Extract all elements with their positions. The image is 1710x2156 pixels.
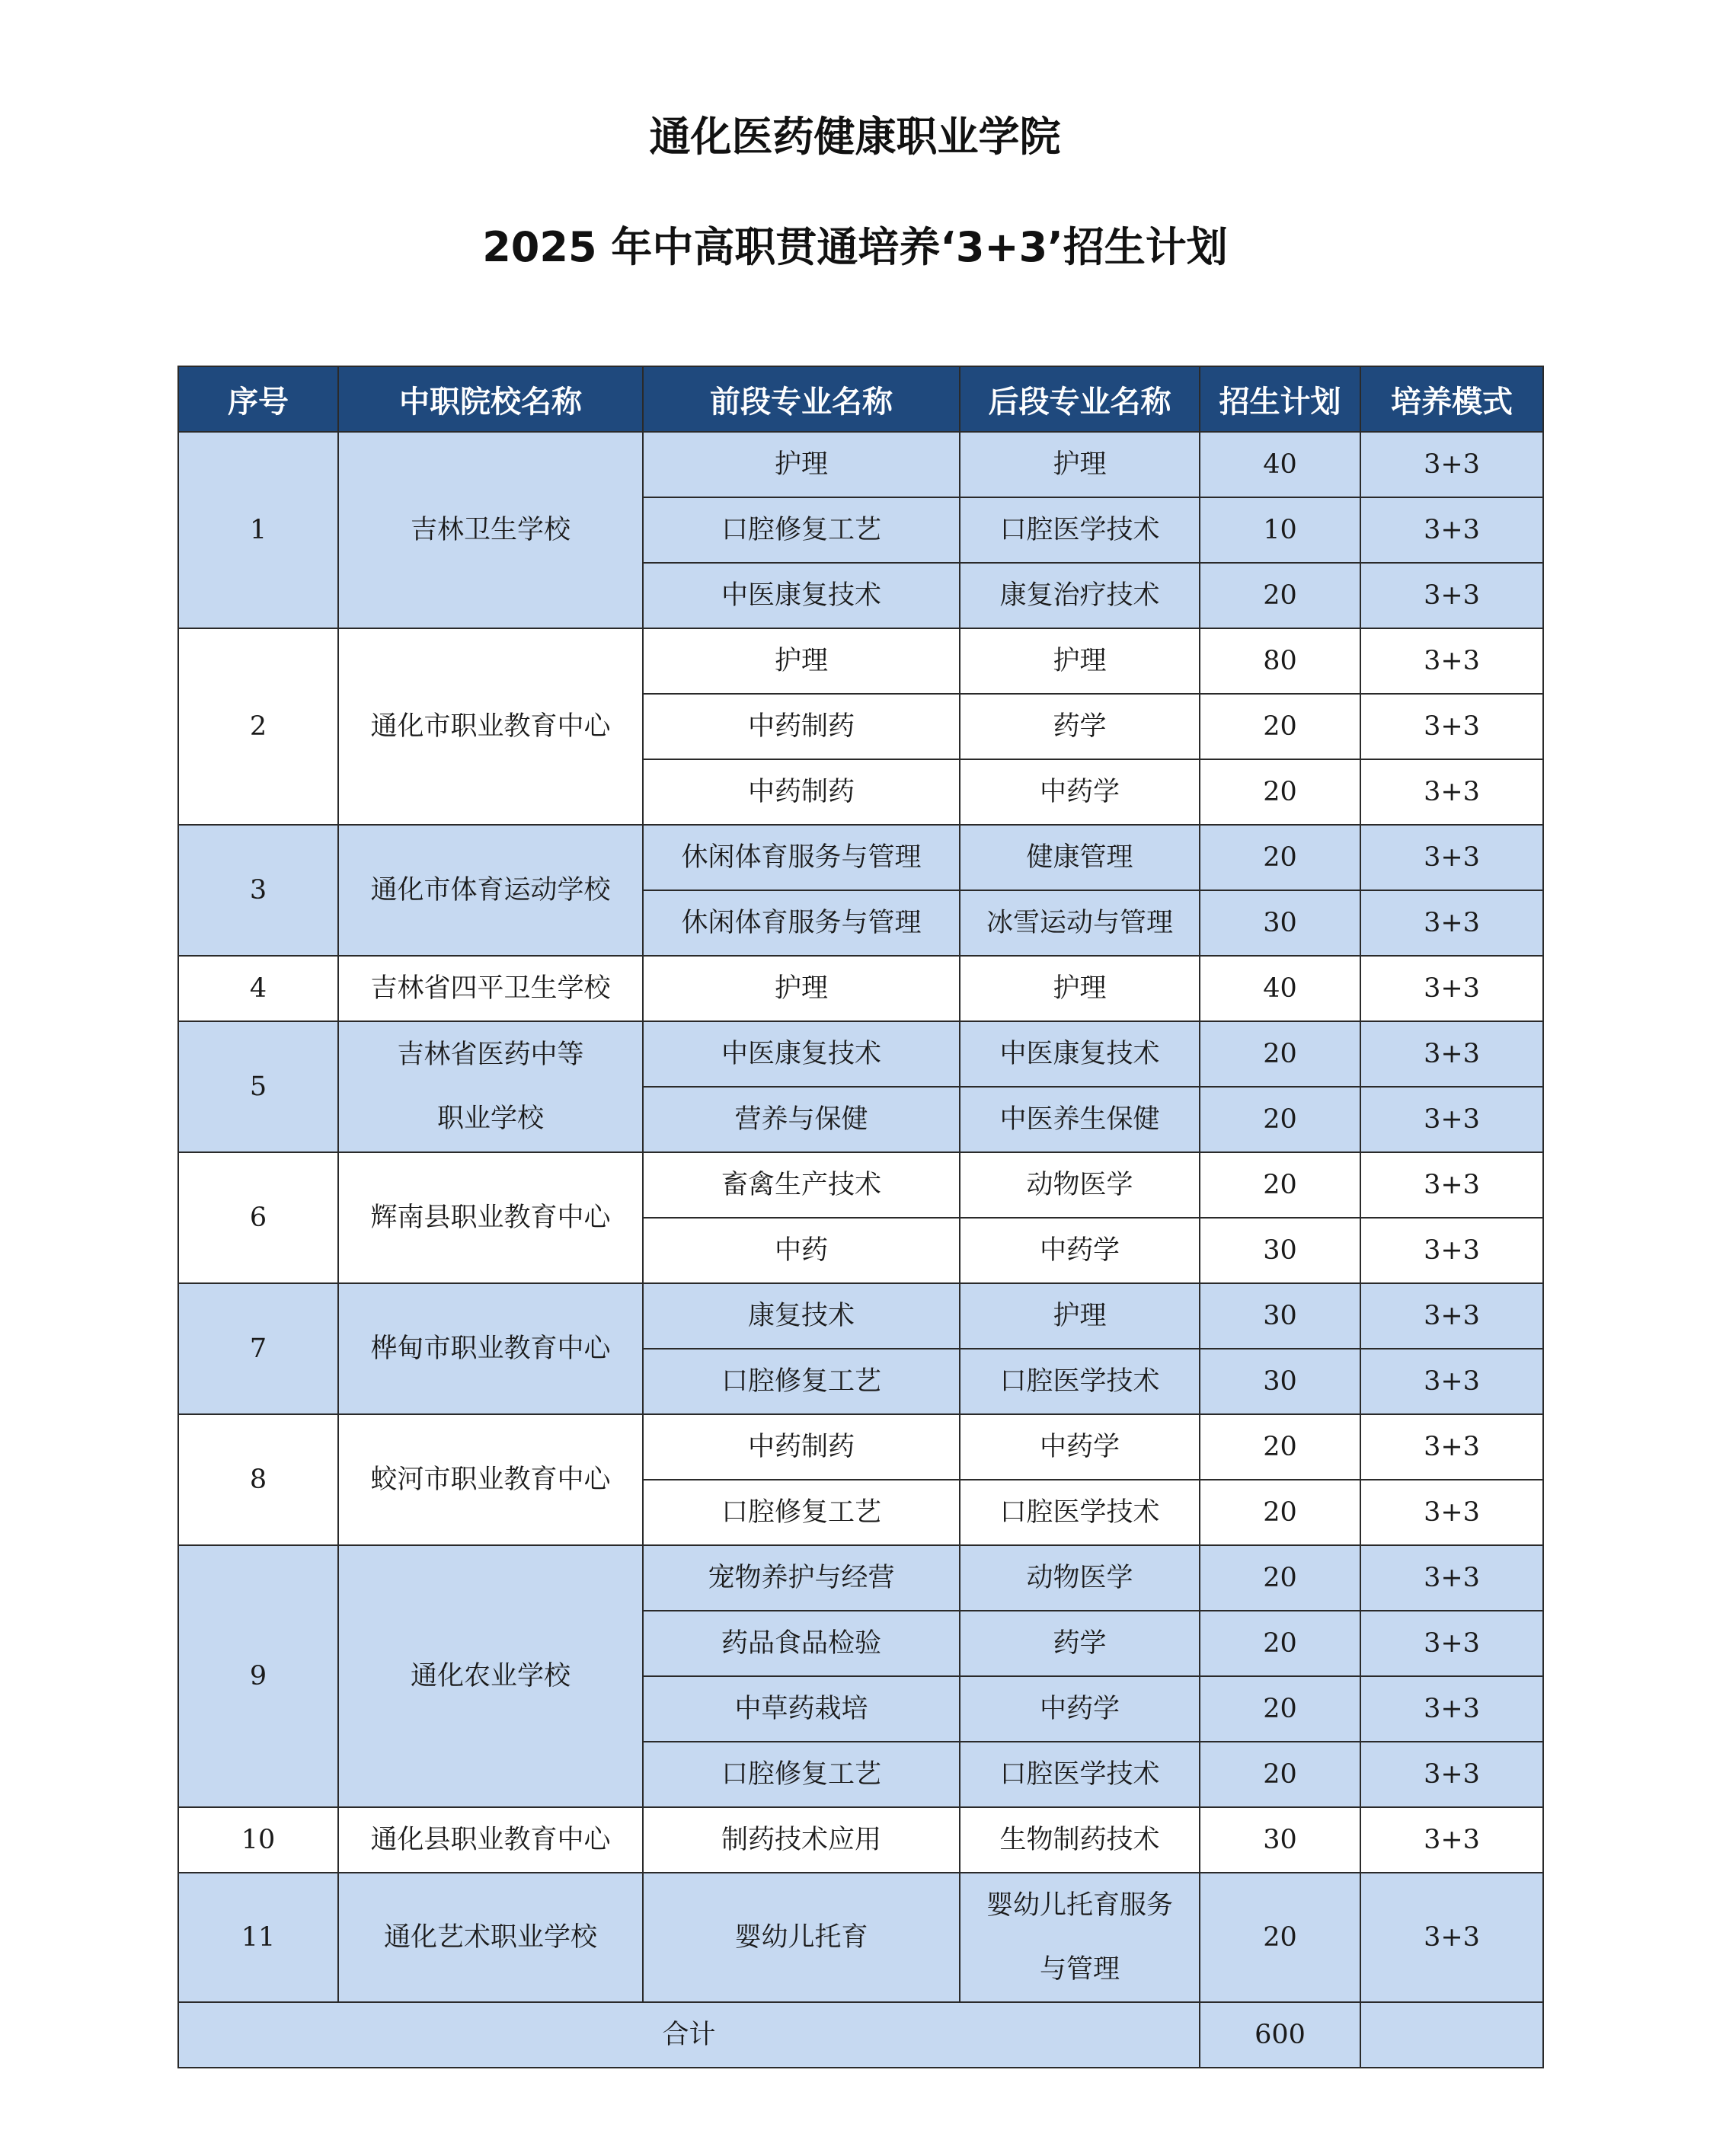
school-name: 通化农业学校 — [338, 1545, 643, 1807]
plan-count: 40 — [1200, 956, 1360, 1021]
front-major: 营养与保健 — [643, 1087, 960, 1152]
training-mode: 3+3 — [1360, 1807, 1543, 1873]
school-name: 桦甸市职业教育中心 — [338, 1283, 643, 1414]
plan-count: 20 — [1200, 1611, 1360, 1676]
front-major: 中药制药 — [643, 1414, 960, 1480]
school-name: 通化县职业教育中心 — [338, 1807, 643, 1873]
back-major: 护理 — [960, 432, 1200, 497]
front-major: 康复技术 — [643, 1283, 960, 1349]
plan-count: 20 — [1200, 1414, 1360, 1480]
front-major: 婴幼儿托育 — [643, 1873, 960, 2002]
back-major: 药学 — [960, 1611, 1200, 1676]
column-header-front-major: 前段专业名称 — [643, 366, 960, 432]
back-major: 护理 — [960, 1283, 1200, 1349]
row-number: 8 — [178, 1414, 338, 1545]
front-major: 中药制药 — [643, 759, 960, 825]
school-name: 辉南县职业教育中心 — [338, 1152, 643, 1283]
table-row — [178, 825, 1543, 890]
front-major: 休闲体育服务与管理 — [643, 890, 960, 956]
school-name-line: 职业学校 — [436, 1104, 544, 1134]
school-name: 吉林卫生学校 — [338, 432, 643, 628]
total-row — [178, 2002, 1543, 2068]
plan-count: 20 — [1200, 1480, 1360, 1545]
training-mode: 3+3 — [1360, 890, 1543, 956]
training-mode: 3+3 — [1360, 759, 1543, 825]
back-major: 动物医学 — [960, 1152, 1200, 1218]
back-major: 中药学 — [960, 759, 1200, 825]
back-major: 药学 — [960, 694, 1200, 759]
school-name: 通化市体育运动学校 — [338, 825, 643, 956]
total-mode — [1360, 2002, 1543, 2068]
training-mode: 3+3 — [1360, 1676, 1543, 1742]
row-number: 5 — [178, 1021, 338, 1152]
table-row — [178, 1873, 1543, 2002]
training-mode: 3+3 — [1360, 1283, 1543, 1349]
back-major: 健康管理 — [960, 825, 1200, 890]
back-major: 中药学 — [960, 1414, 1200, 1480]
plan-count: 20 — [1200, 1545, 1360, 1611]
training-mode: 3+3 — [1360, 432, 1543, 497]
plan-count: 20 — [1200, 1021, 1360, 1087]
plan-count: 20 — [1200, 563, 1360, 628]
plan-count: 30 — [1200, 1807, 1360, 1873]
row-number: 9 — [178, 1545, 338, 1807]
back-major-line: 婴幼儿托育服务 — [986, 1890, 1173, 1921]
table-header-row — [178, 366, 1543, 432]
table-row — [178, 1545, 1543, 1611]
school-name: 通化艺术职业学校 — [338, 1873, 643, 2002]
document-subtitle: 2025 年中高职贯通培养‘3+3’招生计划 — [482, 223, 1228, 271]
plan-count: 20 — [1200, 1087, 1360, 1152]
training-mode: 3+3 — [1360, 1152, 1543, 1218]
back-major: 护理 — [960, 628, 1200, 694]
back-major: 动物医学 — [960, 1545, 1200, 1611]
back-major: 口腔医学技术 — [960, 497, 1200, 563]
plan-count: 30 — [1200, 1283, 1360, 1349]
school-name-line: 吉林省医药中等 — [397, 1040, 584, 1070]
front-major: 护理 — [643, 956, 960, 1021]
back-major: 中药学 — [960, 1218, 1200, 1283]
front-major: 休闲体育服务与管理 — [643, 825, 960, 890]
training-mode: 3+3 — [1360, 956, 1543, 1021]
table-row — [178, 1414, 1543, 1480]
front-major: 药品食品检验 — [643, 1611, 960, 1676]
front-major: 中药制药 — [643, 694, 960, 759]
training-mode: 3+3 — [1360, 1349, 1543, 1414]
table-row — [178, 1021, 1543, 1087]
plan-count: 20 — [1200, 1676, 1360, 1742]
training-mode: 3+3 — [1360, 563, 1543, 628]
front-major: 制药技术应用 — [643, 1807, 960, 1873]
plan-count: 20 — [1200, 694, 1360, 759]
back-major — [960, 1873, 1200, 2002]
row-number: 2 — [178, 628, 338, 825]
plan-count: 30 — [1200, 1349, 1360, 1414]
back-major: 冰雪运动与管理 — [960, 890, 1200, 956]
back-major: 中医养生保健 — [960, 1087, 1200, 1152]
front-major: 口腔修复工艺 — [643, 497, 960, 563]
back-major: 口腔医学技术 — [960, 1480, 1200, 1545]
front-major: 中草药栽培 — [643, 1676, 960, 1742]
training-mode: 3+3 — [1360, 497, 1543, 563]
front-major: 宠物养护与经营 — [643, 1545, 960, 1611]
plan-count: 40 — [1200, 432, 1360, 497]
plan-count: 10 — [1200, 497, 1360, 563]
plan-count: 30 — [1200, 890, 1360, 956]
back-major: 康复治疗技术 — [960, 563, 1200, 628]
total-plan: 600 — [1200, 2002, 1360, 2068]
back-major: 口腔医学技术 — [960, 1349, 1200, 1414]
training-mode: 3+3 — [1360, 1480, 1543, 1545]
training-mode: 3+3 — [1360, 1218, 1543, 1283]
school-name: 吉林省四平卫生学校 — [338, 956, 643, 1021]
column-header-plan: 招生计划 — [1200, 366, 1360, 432]
enrollment-plan-table — [177, 366, 1544, 2068]
back-major: 中药学 — [960, 1676, 1200, 1742]
training-mode: 3+3 — [1360, 1087, 1543, 1152]
table-row — [178, 1283, 1543, 1349]
row-number: 4 — [178, 956, 338, 1021]
plan-count: 20 — [1200, 1742, 1360, 1807]
training-mode: 3+3 — [1360, 1414, 1543, 1480]
table-row — [178, 1807, 1543, 1873]
row-number: 7 — [178, 1283, 338, 1414]
back-major-line: 与管理 — [1039, 1954, 1120, 1985]
table-row — [178, 1152, 1543, 1218]
front-major: 护理 — [643, 628, 960, 694]
front-major: 口腔修复工艺 — [643, 1349, 960, 1414]
row-number: 6 — [178, 1152, 338, 1283]
school-name: 蛟河市职业教育中心 — [338, 1414, 643, 1545]
row-number: 11 — [178, 1873, 338, 2002]
back-major: 口腔医学技术 — [960, 1742, 1200, 1807]
plan-count: 20 — [1200, 1873, 1360, 2002]
plan-count: 80 — [1200, 628, 1360, 694]
training-mode: 3+3 — [1360, 825, 1543, 890]
total-label: 合计 — [178, 2002, 1200, 2068]
row-number: 10 — [178, 1807, 338, 1873]
back-major: 护理 — [960, 956, 1200, 1021]
plan-count: 20 — [1200, 825, 1360, 890]
row-number: 3 — [178, 825, 338, 956]
table-body — [178, 432, 1543, 2068]
row-number: 1 — [178, 432, 338, 628]
front-major: 中药 — [643, 1218, 960, 1283]
back-major: 生物制药技术 — [960, 1807, 1200, 1873]
front-major: 口腔修复工艺 — [643, 1480, 960, 1545]
training-mode: 3+3 — [1360, 1742, 1543, 1807]
back-major: 中医康复技术 — [960, 1021, 1200, 1087]
column-header-mode: 培养模式 — [1360, 366, 1543, 432]
plan-count: 30 — [1200, 1218, 1360, 1283]
plan-count: 20 — [1200, 759, 1360, 825]
table-row — [178, 628, 1543, 694]
plan-count: 20 — [1200, 1152, 1360, 1218]
table-row — [178, 432, 1543, 497]
training-mode: 3+3 — [1360, 694, 1543, 759]
school-name: 通化市职业教育中心 — [338, 628, 643, 825]
front-major: 畜禽生产技术 — [643, 1152, 960, 1218]
training-mode: 3+3 — [1360, 1611, 1543, 1676]
training-mode: 3+3 — [1360, 1021, 1543, 1087]
table-row — [178, 956, 1543, 1021]
front-major: 护理 — [643, 432, 960, 497]
training-mode: 3+3 — [1360, 1873, 1543, 2002]
front-major: 中医康复技术 — [643, 1021, 960, 1087]
school-name — [338, 1021, 643, 1152]
column-header-back-major: 后段专业名称 — [960, 366, 1200, 432]
column-header-no: 序号 — [178, 366, 338, 432]
document-title: 通化医药健康职业学院 — [649, 113, 1061, 161]
front-major: 中医康复技术 — [643, 563, 960, 628]
training-mode: 3+3 — [1360, 628, 1543, 694]
training-mode: 3+3 — [1360, 1545, 1543, 1611]
front-major: 口腔修复工艺 — [643, 1742, 960, 1807]
column-header-school: 中职院校名称 — [338, 366, 643, 432]
